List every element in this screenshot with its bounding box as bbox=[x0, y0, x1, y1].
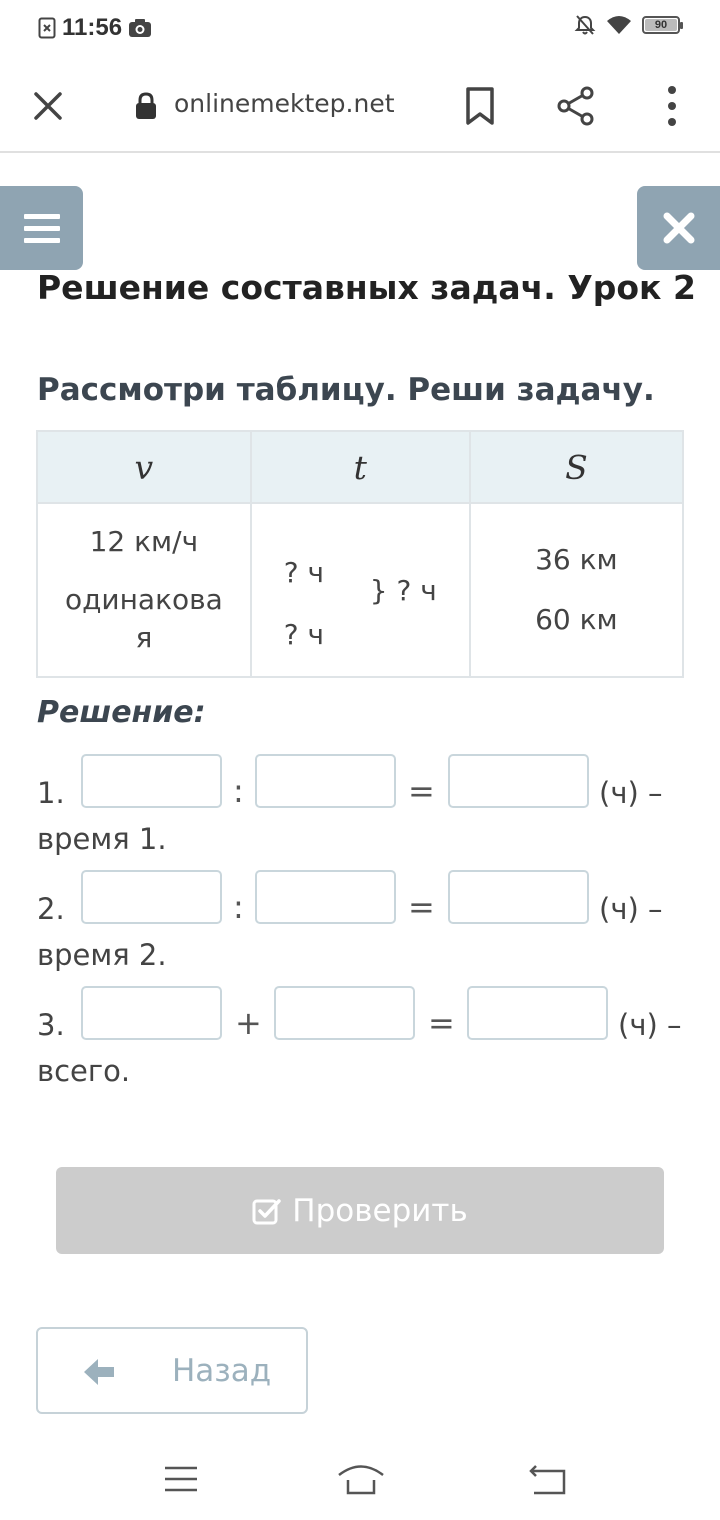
step-unit: (ч) – bbox=[618, 1008, 682, 1042]
share-icon[interactable] bbox=[554, 84, 598, 128]
step-unit: (ч) – bbox=[599, 892, 663, 926]
solution-heading: Решение: bbox=[37, 695, 206, 730]
step-2-input-b[interactable] bbox=[255, 870, 396, 924]
close-icon bbox=[662, 211, 696, 245]
speed-value: 12 км/ч bbox=[89, 525, 199, 558]
mute-bell-icon bbox=[574, 14, 596, 36]
time-cell bbox=[251, 503, 470, 677]
solution-step-1 bbox=[0, 764, 720, 874]
step-unit: (ч) – bbox=[599, 776, 663, 810]
home-icon[interactable] bbox=[336, 1460, 386, 1496]
check-button[interactable] bbox=[56, 1167, 664, 1254]
data-table bbox=[36, 430, 684, 678]
step-description: всего. bbox=[37, 1054, 131, 1088]
distance-2: 60 км bbox=[535, 603, 618, 636]
page-title: Решение составных задач. Урок 2 bbox=[37, 268, 696, 307]
step-1-input-result[interactable] bbox=[448, 754, 589, 808]
battery-level: 90 bbox=[654, 19, 668, 31]
time-1: ? ч bbox=[283, 556, 325, 589]
battery-icon bbox=[642, 16, 680, 34]
back-button-label: Назад bbox=[172, 1353, 272, 1389]
more-vert-icon[interactable] bbox=[658, 84, 686, 128]
status-time: 11:56 bbox=[62, 14, 123, 41]
header-distance: S bbox=[470, 431, 683, 503]
arrow-left-icon bbox=[82, 1357, 116, 1387]
step-3-input-result[interactable] bbox=[467, 986, 608, 1040]
step-3-input-b[interactable] bbox=[274, 986, 415, 1040]
step-number: 3. bbox=[37, 1008, 65, 1042]
lock-icon bbox=[134, 92, 158, 120]
solution-step-3 bbox=[0, 996, 720, 1106]
step-operator: : bbox=[233, 772, 244, 810]
step-description: время 1. bbox=[37, 822, 167, 856]
bookmark-icon[interactable] bbox=[462, 86, 498, 126]
close-icon[interactable] bbox=[26, 84, 70, 128]
header-time: t bbox=[251, 431, 470, 503]
step-3-input-a[interactable] bbox=[81, 986, 222, 1040]
step-1-input-b[interactable] bbox=[255, 754, 396, 808]
step-equals: = bbox=[428, 1004, 455, 1042]
time-2: ? ч bbox=[283, 618, 325, 651]
speed-cell bbox=[37, 503, 251, 677]
url-field[interactable]: onlinemektep.net bbox=[174, 89, 395, 118]
check-button-label: Проверить bbox=[292, 1192, 468, 1229]
wifi-icon bbox=[606, 15, 632, 35]
hamburger-icon bbox=[22, 211, 62, 245]
menu-button[interactable] bbox=[0, 186, 83, 270]
camera-icon bbox=[128, 18, 152, 38]
task-heading: Рассмотри таблицу. Реши задачу. bbox=[37, 372, 655, 408]
step-2-input-result[interactable] bbox=[448, 870, 589, 924]
step-number: 2. bbox=[37, 892, 65, 926]
step-number: 1. bbox=[37, 776, 65, 810]
distance-cell bbox=[470, 503, 683, 677]
notification-icon bbox=[38, 17, 56, 39]
status-bar bbox=[0, 0, 720, 56]
back-icon[interactable] bbox=[528, 1462, 568, 1496]
time-total: } ? ч bbox=[369, 574, 437, 607]
step-2-input-a[interactable] bbox=[81, 870, 222, 924]
browser-toolbar bbox=[0, 56, 720, 153]
recents-icon[interactable] bbox=[163, 1464, 199, 1494]
system-nav-bar bbox=[0, 1440, 720, 1520]
speed-same-part1: одинакова bbox=[64, 583, 223, 616]
step-description: время 2. bbox=[37, 938, 167, 972]
header-speed: v bbox=[37, 431, 251, 503]
step-operator: : bbox=[233, 888, 244, 926]
step-operator: + bbox=[235, 1004, 262, 1042]
solution-step-2 bbox=[0, 880, 720, 990]
step-equals: = bbox=[408, 888, 435, 926]
step-equals: = bbox=[408, 772, 435, 810]
distance-1: 36 км bbox=[535, 543, 618, 576]
speed-same-part2: я bbox=[135, 621, 153, 654]
checkbox-check-icon bbox=[252, 1197, 282, 1225]
back-button[interactable] bbox=[36, 1327, 308, 1414]
step-1-input-a[interactable] bbox=[81, 754, 222, 808]
close-lesson-button[interactable] bbox=[637, 186, 720, 270]
